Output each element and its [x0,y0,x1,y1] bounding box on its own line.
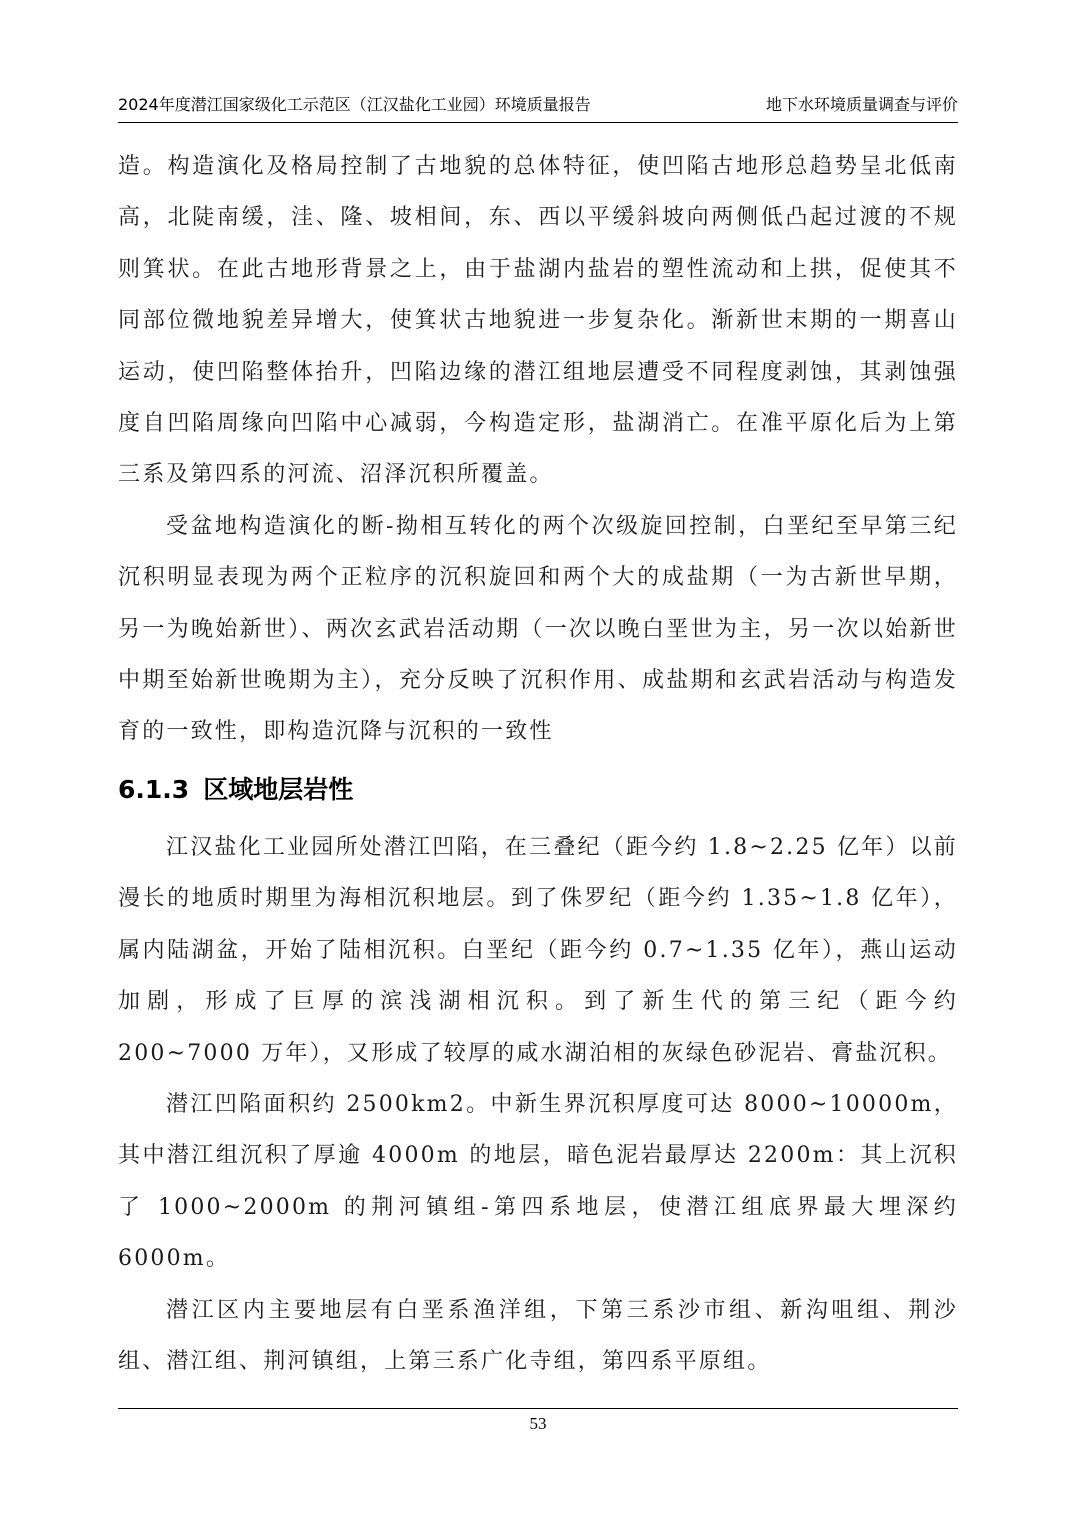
paragraph-depression-area: 潜江凹陷面积约 2500km2。中新生界沉积厚度可达 8000~10000m，其中潜江组沉积了厚逾 4000m 的地层，暗色泥岩最厚达 2200m：其上沉积了 1000~2000m 的荆河镇组-第四系地层，使潜江组底界最大埋深约 6000m。 [118,1091,958,1272]
paragraph-tectonic-evolution: 造。构造演化及格局控制了古地貌的总体特征，使凹陷古地形总趋势呈北低南高，北陡南缓，洼、隆、坡相间，东、西以平缓斜坡向两侧低凸起过渡的不规则箕状。在此古地形背景之上，由于盐湖内盐岩的塑性流动和上拱，促使其不同部位微地貌差异增大，使箕状古地貌进一步复杂化。渐新世末期的一期喜山运动，使凹陷整体抬升，凹陷边缘的潜江组地层遭受不同程度剥蚀，其剥蚀强度自凹陷周缘向凹陷中心减弱，今构造定形，盐湖消亡。在准平原化后为上第三系及第四系的河流、沼泽沉积所覆盖。 [118,154,958,488]
paragraph-geologic-history: 江汉盐化工业园所处潜江凹陷，在三叠纪（距今约 1.8~2.25 亿年）以前漫长的地质时期里为海相沉积地层。到了侏罗纪（距今约 1.35~1.8 亿年），属内陆湖盆，开始了陆相沉积。白垩纪（距今约 0.7~1.35 亿年），燕山运动加剧，形成了巨厚的滨浅湖相沉积。到了新生代的第三纪（距今约 200~7000 万年），又形成了较厚的咸水湖泊相的灰绿色砂泥岩、膏盐沉积。 [118,834,958,1066]
page-body [118,141,958,1387]
header-report-title: 2024年度潜江国家级化工示范区（江汉盐化工业园）环境质量报告 [118,95,591,114]
page-header [118,92,958,123]
page-number: 53 [529,1414,547,1433]
section-number: 6.1.3 [118,774,190,804]
section-heading [118,758,958,822]
paragraph-sedimentary-cycles: 受盆地构造演化的断-拗相互转化的两个次级旋回控制，白垩纪至早第三纪沉积明显表现为两个正粒序的沉积旋回和两个大的成盐期（一为古新世早期，另一为晚始新世）、两次玄武岩活动期（一次以晚白垩世为主，另一次以始新世中期至始新世晚期为主），充分反映了沉积作用、成盐期和玄武岩活动与构造发育的一致性，即构造沉降与沉积的一致性 [118,513,958,745]
footer-divider [118,1408,958,1409]
paragraph-strata-list: 潜江区内主要地层有白垩系渔洋组，下第三系沙市组、新沟咀组、荆沙组、潜江组、荆河镇组，上第三系广化寺组，第四系平原组。 [118,1297,958,1374]
section-title: 区域地层岩性 [203,774,354,804]
header-chapter-title: 地下水环境质量调查与评价 [765,95,958,114]
